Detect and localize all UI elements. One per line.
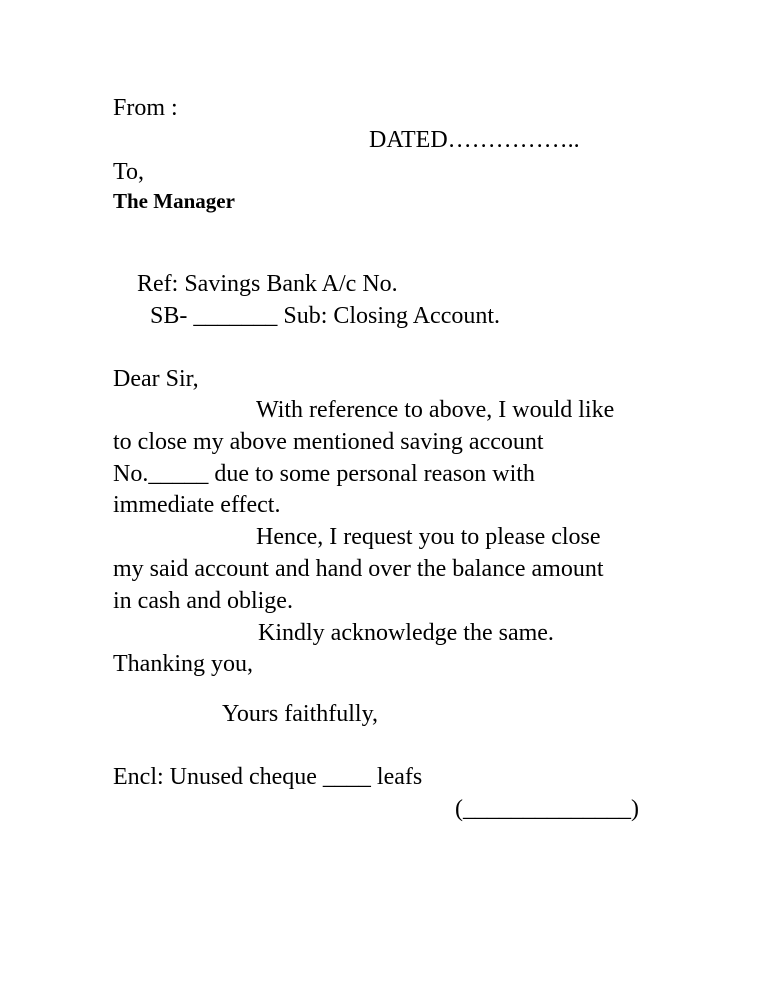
from-label: From : [113, 95, 178, 121]
thanks-line: Thanking you, [113, 651, 253, 677]
salutation: Dear Sir, [113, 366, 199, 392]
recipient-name: The Manager [113, 189, 235, 213]
reference-line: Ref: Savings Bank A/c No. [137, 271, 398, 297]
body-line: Kindly acknowledge the same. [258, 620, 554, 646]
body-line: immediate effect. [113, 492, 281, 518]
body-line: my said account and hand over the balance amount [113, 556, 604, 582]
body-line: Hence, I request you to please close [256, 524, 601, 550]
enclosure-line: Encl: Unused cheque ____ leafs [113, 764, 423, 790]
signature-blank: (______________) [455, 796, 639, 822]
subject-line: SB- _______ Sub: Closing Account. [150, 303, 501, 329]
body-line: With reference to above, I would like [256, 397, 615, 423]
dated-line: DATED…………….. [369, 127, 580, 153]
body-line: No._____ due to some personal reason with [113, 461, 535, 487]
closing-line: Yours faithfully, [222, 701, 379, 727]
body-line: to close my above mentioned saving account [113, 429, 544, 455]
to-label: To, [113, 159, 144, 185]
body-line: in cash and oblige. [113, 588, 293, 614]
